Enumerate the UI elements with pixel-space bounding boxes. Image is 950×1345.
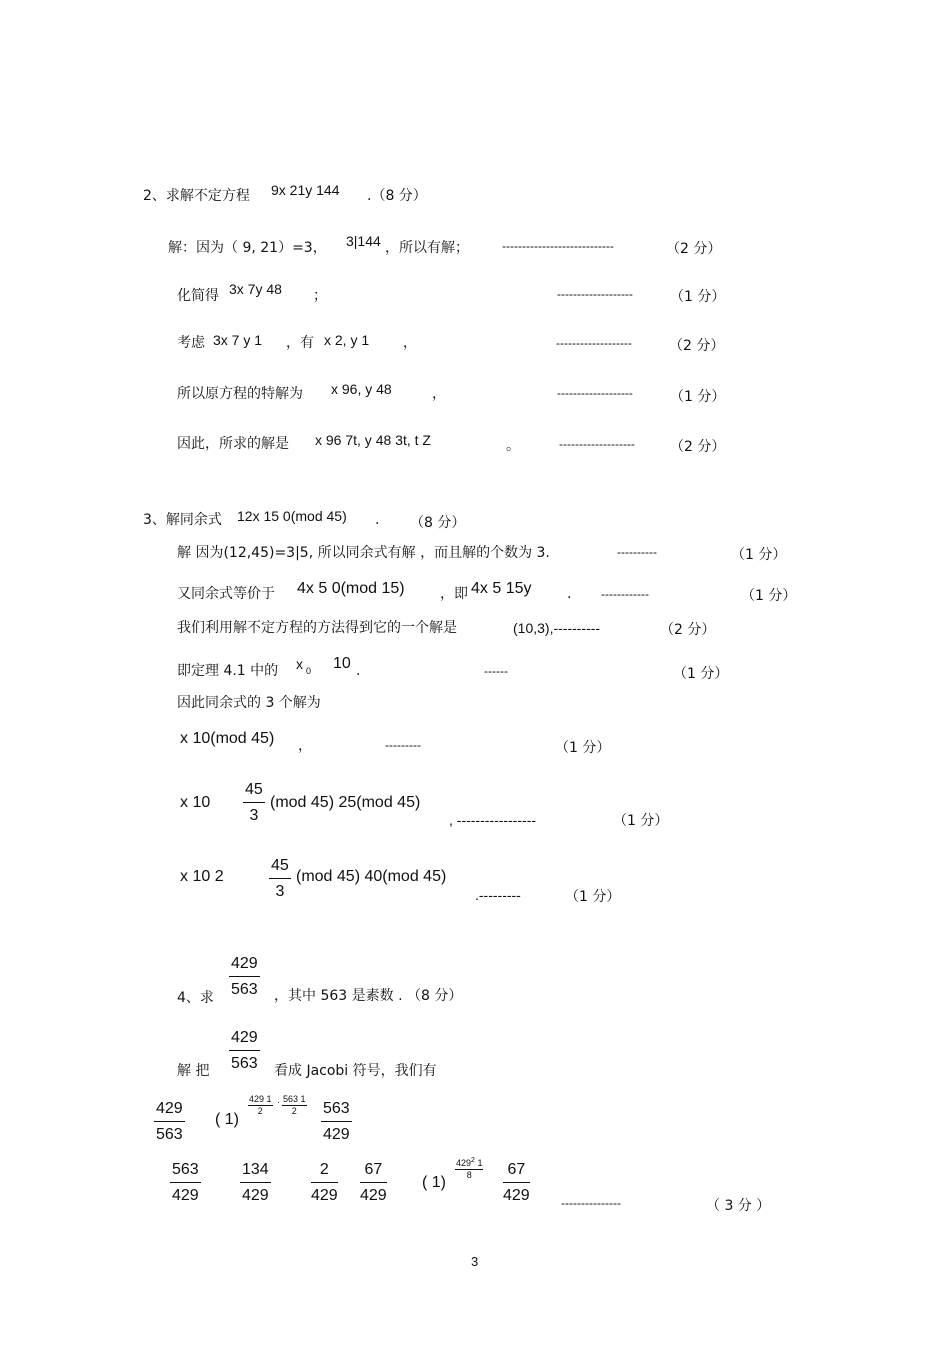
p2-line1-divides: 3|144 (346, 233, 381, 249)
exponent-base: 429 (456, 1158, 472, 1168)
p2-line5-score: （2 分） (670, 439, 726, 455)
fraction-denominator: 2 (257, 1106, 263, 1116)
problem4-symbol (229, 954, 260, 1000)
fraction-numerator: 45 (243, 780, 265, 803)
p3-line4-dashes: ------ (484, 664, 508, 678)
p3-solution1-score: （1 分） (555, 740, 611, 756)
p2-line3-equation: 3x 7 y 1 (213, 332, 263, 348)
p3-line4-tail: . (356, 663, 361, 679)
p3-line2-text: 又同余式等价于 (177, 586, 275, 602)
p2-line5-tail: 。 (506, 438, 520, 454)
p4-f2-exponent (455, 1155, 483, 1181)
page-number: 3 (471, 1254, 479, 1269)
p3-line1-score: （1 分） (731, 547, 787, 563)
p4-f2-result (503, 1160, 530, 1206)
p3-solution1-dashes: --------- (385, 738, 421, 752)
p3-line4-text: 即定理 4.1 中的 (177, 663, 279, 679)
p3-line2-ie: ，即 (440, 586, 468, 602)
fraction-denominator: 563 (231, 1055, 258, 1072)
p3-line3-text: 我们利用解不定方程的方法得到它的一个解是 (177, 620, 457, 636)
p3-line2-tail: . (567, 586, 572, 602)
p2-line3-text: 考虑 (177, 335, 205, 351)
p3-solution3-dashes: .--------- (475, 887, 521, 903)
fraction-denominator: 429 (172, 1187, 199, 1204)
problem3-points: （8 分） (410, 515, 466, 531)
p3-line3-score: （2 分） (660, 622, 716, 638)
p2-line1-score: （2 分） (666, 241, 722, 257)
p3-line1-text: 解 因为(12,45)=3|5, 所以同余式有解 ，而且解的个数为 3. (177, 545, 550, 561)
p2-line2-text: 化简得 (177, 288, 219, 304)
fraction-numerator: 563 1 (283, 1094, 306, 1104)
p2-line3-have: ，有 (286, 335, 314, 351)
problem4-heading: 4、求 (177, 990, 214, 1006)
fraction-denominator: 563 (231, 981, 258, 998)
p4-line1-tail: 看成 Jacobi 符号，我们有 (274, 1063, 437, 1079)
p2-line5-text: 因此，所求的解是 (177, 436, 289, 452)
p4-f2-term2 (240, 1160, 271, 1206)
p2-line3-dashes: ------------------- (556, 336, 632, 350)
p2-line5-equation: x 96 7t, y 48 3t, t Z (315, 432, 431, 448)
p3-solution3-fraction (269, 856, 291, 902)
p4-f1-rhs (321, 1099, 352, 1145)
fraction-numerator: 429 (229, 1028, 260, 1051)
p3-solution3-lhs: x 10 2 (180, 868, 224, 885)
p3-solution2-rhs: (mod 45) 25(mod 45) (270, 794, 421, 811)
fraction-denominator: 429 (311, 1187, 338, 1204)
p2-line3-equation2: x 2, y 1 (324, 332, 370, 348)
exponent-minus: 1 (474, 1158, 483, 1168)
fraction-numerator: 67 (503, 1160, 530, 1183)
p2-line4-equation: x 96, y 48 (331, 381, 392, 397)
fraction-numerator: 45 (269, 856, 291, 879)
p3-line4-x: x (296, 656, 303, 672)
p4-f1-exponent-a (248, 1094, 273, 1117)
fraction-numerator: 429 (229, 954, 260, 977)
problem2-points: .（8 分） (367, 188, 427, 204)
p3-line2-equation2: 4x 5 15y (471, 580, 532, 597)
p3-line3-solution: (10,3),---------- (513, 620, 601, 636)
p4-f2-score: （ 3 分 ） (706, 1198, 771, 1214)
p4-f1-exponent-b (282, 1094, 307, 1117)
p3-line4-score: （1 分） (673, 666, 729, 682)
problem3-eq-tail: . (375, 512, 380, 528)
p3-line2-dashes: ------------ (601, 587, 649, 601)
p4-line1-text: 解 把 (177, 1063, 210, 1079)
fraction-numerator: 429 (154, 1099, 185, 1122)
p4-line1-symbol (229, 1028, 260, 1074)
p3-solution2-lhs: x 10 (180, 794, 211, 811)
fraction-numerator: 563 (170, 1160, 201, 1183)
exponent-power: 2 (471, 1157, 475, 1164)
fraction-denominator: 8 (466, 1170, 472, 1180)
fraction-denominator: 429 (503, 1187, 530, 1204)
p3-solution2-score: （1 分） (613, 813, 669, 829)
problem2-equation: 9x 21y 144 (271, 182, 340, 198)
p2-line5-dashes: ------------------- (559, 437, 635, 451)
fraction-numerator: 2 (311, 1160, 338, 1183)
p2-line3-score: （2 分） (669, 338, 725, 354)
p2-line4-text: 所以原方程的特解为 (177, 386, 303, 402)
p4-f2-term3 (311, 1160, 338, 1206)
p4-f2-dashes: --------------- (561, 1196, 621, 1210)
fraction-denominator: 563 (156, 1126, 183, 1143)
p2-line1-tail: ，所以有解； (385, 240, 469, 256)
problem2-heading: 2、求解不定方程 (143, 188, 250, 204)
p3-line1-dashes: ---------- (617, 545, 657, 559)
fraction-denominator: 2 (291, 1106, 297, 1116)
fraction-denominator: 429 (242, 1187, 269, 1204)
p3-line2-equation: 4x 5 0(mod 15) (297, 580, 405, 597)
problem3-heading: 3、解同余式 (143, 512, 222, 528)
p2-line2-equation: 3x 7y 48 (229, 281, 282, 297)
p2-line4-dashes: ------------------- (557, 386, 633, 400)
p2-line2-dashes: ------------------- (557, 287, 633, 301)
fraction-numerator: 563 (321, 1099, 352, 1122)
p4-f1-dot: · (277, 1097, 280, 1107)
p3-solution2-dashes: , ----------------- (449, 812, 537, 828)
p4-f2-sign: ( 1) (422, 1174, 446, 1191)
p2-line2-tail: ； (313, 288, 327, 304)
p3-solution3-score: （1 分） (565, 889, 621, 905)
p3-solution1: x 10(mod 45) (180, 730, 275, 747)
fraction-denominator: 3 (275, 883, 285, 900)
p4-f2-term4 (360, 1160, 387, 1206)
p3-line4-value: 10 (333, 655, 351, 672)
p4-f1-lhs (154, 1099, 185, 1145)
fraction-denominator: 429 (360, 1187, 387, 1204)
problem4-statement: ，其中 563 是素数 . （8 分） (274, 988, 463, 1004)
p3-line5-text: 因此同余式的 3 个解为 (177, 695, 321, 711)
fraction-numerator: 67 (360, 1160, 387, 1183)
p3-solution2-fraction (243, 780, 265, 826)
p2-line3-tail: ， (403, 335, 417, 351)
p3-solution1-tail: ， (298, 738, 312, 754)
fraction-denominator: 429 (323, 1126, 350, 1143)
fraction-numerator (455, 1155, 483, 1170)
p2-line1-text: 解：因为（ 9, 21）=3， (168, 240, 327, 256)
p3-line4-subscript: 0 (306, 666, 312, 676)
p2-line1-dashes: ---------------------------- (502, 239, 614, 253)
p4-f2-term1 (170, 1160, 201, 1206)
fraction-numerator: 429 1 (249, 1094, 272, 1104)
p3-solution3-rhs: (mod 45) 40(mod 45) (296, 868, 447, 885)
fraction-denominator: 3 (249, 807, 259, 824)
p3-line2-score: （1 分） (741, 588, 797, 604)
p2-line4-score: （1 分） (670, 389, 726, 405)
fraction-numerator: 134 (240, 1160, 271, 1183)
p2-line4-tail: ， (432, 386, 446, 402)
problem3-equation: 12x 15 0(mod 45) (237, 508, 347, 524)
p2-line2-score: （1 分） (670, 289, 726, 305)
p4-f1-sign: ( 1) (215, 1111, 239, 1128)
